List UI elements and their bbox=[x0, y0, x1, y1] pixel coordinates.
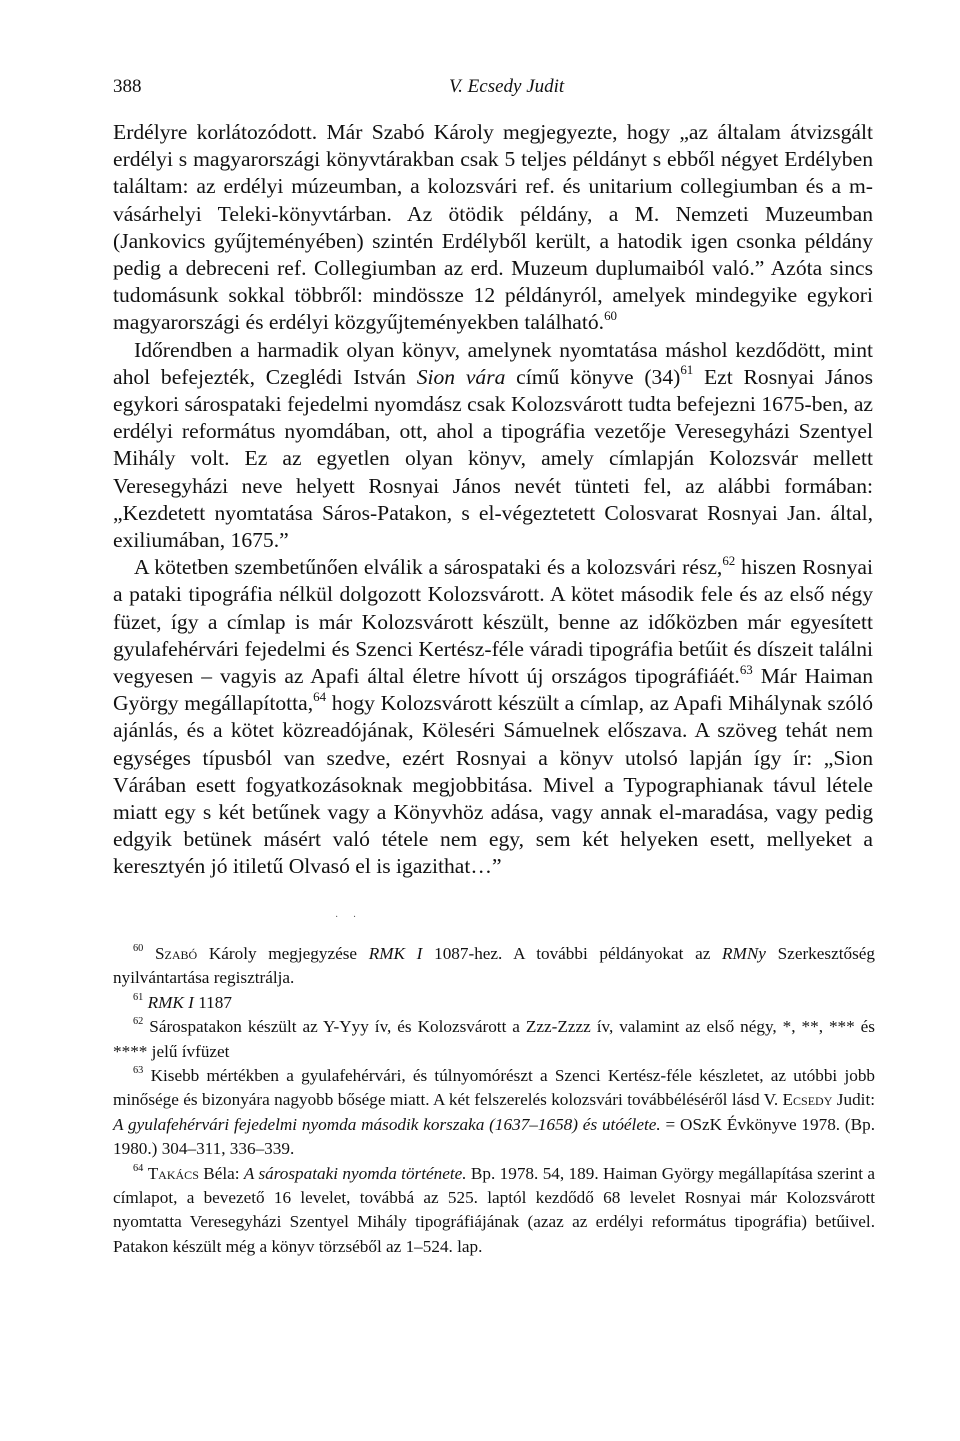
footnote-number: 64 bbox=[133, 1162, 144, 1174]
footnote-ref-62: 62 bbox=[722, 552, 736, 568]
footnote-62 bbox=[113, 1015, 875, 1064]
reference-title: RMK I bbox=[147, 992, 194, 1012]
paragraph-2-text-c: Ezt Rosnyai János egykori sárospataki fejedelmi nyomdász csak Kolozsvárott tudta befejezni 1675-ben, az erdélyi református nyomdában, ott, ahol a tipográfia vezetője Veresegyházi Szentyel Mihály volt. Ez az egyetlen olyan könyv, amely címlapján Kolozsvár mellett Veresegyházi neve helyett Rosnyai János nevét tünteti fel, az alábbi formában: „Kezdetett nyomtatása Sáros-Patakon, s el-végeztetett Colosvarat Rosnyai Jan. által, exiliumában, 1675.” bbox=[113, 364, 873, 553]
paragraph-3-text-b: hiszen Rosnyai a pataki tipográfia nélkül dolgozott Kolozsvárott. A kötet második fele és az első négy füzet, így a címlap is már Kolozsvárott készült, benne az időközben már egyesített gyulafehérvári fejedelmi és Szenci Kertész-féle váradi tipográfia betűit és díszeit találni vegyesen – vagyis az Apafi által életre hívott új országos tipográfiáét. bbox=[113, 555, 873, 689]
reference-title: A sárospataki nyomda története. bbox=[243, 1163, 467, 1183]
footnote-text: 1087-hez. A további példányokat az bbox=[422, 944, 723, 963]
footnote-number: 61 bbox=[133, 992, 144, 1004]
paragraph-2-text-a: Időrendben a harmadik olyan könyv, amelynek nyomtatása máshol kezdődött, mint ahol befejezték, Czeglédi István bbox=[113, 337, 873, 389]
reference-title: A gyulafehérvári fejedelmi nyomda második korszaka (1637–1658) és utóélete. bbox=[113, 1114, 661, 1134]
paragraph-1 bbox=[113, 119, 873, 337]
separator-marks: · · bbox=[335, 912, 363, 923]
author-name: Ecsedy bbox=[782, 1090, 833, 1110]
book-title-sion-vara: Sion vára bbox=[416, 364, 506, 389]
footnote-60 bbox=[113, 942, 875, 991]
reference-title: RMNy bbox=[722, 944, 766, 963]
paragraph-3-text-a: A kötetben szembetűnően elválik a sárospataki és a kolozsvári rész, bbox=[134, 555, 723, 580]
footnote-text: Bp. 1978. 54, 189. Haiman György megállapítása szerint a címlapot, a bevezető 16 levelet, továbbá az 525. laptól kezdődő 68 levelet Rosnyai már Kolozsvárott nyomtatta Veresegyházi Szentyel Mihály tipográfiájának (azaz az erdélyi református tipográfia) betűivel. Patakon készült még a könyv törzséből az 1–524. lap. bbox=[113, 1163, 875, 1256]
footnote-text: 1187 bbox=[193, 992, 232, 1012]
paragraph-1-text: Erdélyre korlátozódott. Már Szabó Károly megjegyezte, hogy „az általam átvizsgált erdélyi s magyarországi könyvtárakban csak 5 teljes példányt s ebből négyet Erdélyben találtam: az erdélyi múzeumban, a kolozsvári ref. és unitarium collegiumban és a m-vásárhelyi Teleki-könyvtárban. Az ötödik példány, a M. Nemzeti Muzeumban (Jankovics gyűjteményében) szintén Erdélyből került, a hatodik igen csonka példány pedig a debreceni ref. Collegiumban az erd. Muzeum duplumaiból való.” Azóta sincs tudomásunk sokkal többről: mindössze 12 példányról, amelyek mindegyike egykori magyarországi és erdélyi közgyűjteményekben található. bbox=[113, 120, 873, 335]
page-number: 388 bbox=[113, 76, 142, 97]
footnote-ref-60: 60 bbox=[604, 307, 618, 323]
footnote-61 bbox=[113, 991, 875, 1015]
footnote-text: Szerkesztőség nyilvántartása regisztrálja. bbox=[113, 944, 875, 988]
main-text bbox=[113, 119, 873, 881]
footnote-text: = OSzK Évkönyve 1978. (Bp. 1980.) 304–311, 336–339. bbox=[113, 1114, 875, 1159]
footnote-ref-61: 61 bbox=[680, 362, 694, 378]
footnote-number: 62 bbox=[133, 1016, 144, 1028]
footnote-ref-64: 64 bbox=[313, 688, 327, 704]
paragraph-3-text-d: hogy Kolozsvárott készült a címlap, az Apafi Mihálynak szóló ajánlás, és a kötet közreadójának, Köleséri Sámuelnek előszava. A szöveg tehát nem egységes típusból van szedve, ezért Rosnyai a könyv utolsó lapján így ír: „Sion Várában esett fogyatkozásoknak megjobbitása. Mivel a Typographianak távul létele miatt egy s két betűnek vagy a Könyvhöz adása, vagy annak el-maradása, vagy pedig edgyik betünek másért való tétele nem egy, sem két helyeken esett, mellyeket a keresztyén jó itiletű Olvasó el is igazithat…” bbox=[113, 691, 873, 879]
footnote-text: Béla: bbox=[198, 1163, 244, 1183]
footnote-63 bbox=[113, 1064, 875, 1162]
footnote-text: Sárospatakon készült az Y-Yyy ív, és Kolozsvárott a Zzz-Zzzz ív, valamint az első négy, *, **, *** és **** jelű ívfüzet bbox=[113, 1017, 875, 1061]
paragraph-3-text-c: Már Haiman György megállapította, bbox=[113, 664, 873, 716]
paragraph-3 bbox=[113, 554, 873, 880]
footnote-text: Judit: bbox=[832, 1090, 876, 1110]
footnote-64 bbox=[113, 1162, 875, 1260]
footnote-text: Károly megjegyzése bbox=[197, 944, 369, 963]
footnotes bbox=[113, 942, 875, 1259]
paragraph-2 bbox=[113, 337, 873, 555]
footnote-text: Kisebb mértékben a gyulafehérvári, és túlnyomórészt a Szenci Kertész-féle készletet, az utóbbi jobb minősége és bizonyára nagyobb bősége miatt. A két felszerelés kolozsvári továbbéléséről lásd V. bbox=[113, 1066, 876, 1110]
footnote-ref-63: 63 bbox=[739, 661, 753, 677]
footnote-number: 60 bbox=[133, 943, 144, 955]
page-header bbox=[113, 76, 873, 102]
author-name: Szabó bbox=[154, 944, 198, 963]
paragraph-2-text-b: című könyve (34) bbox=[505, 364, 681, 389]
author-name: Takács bbox=[147, 1163, 199, 1183]
footnote-number: 63 bbox=[133, 1065, 144, 1077]
running-head: V. Ecsedy Judit bbox=[449, 76, 565, 97]
reference-title: RMK I bbox=[368, 944, 423, 963]
